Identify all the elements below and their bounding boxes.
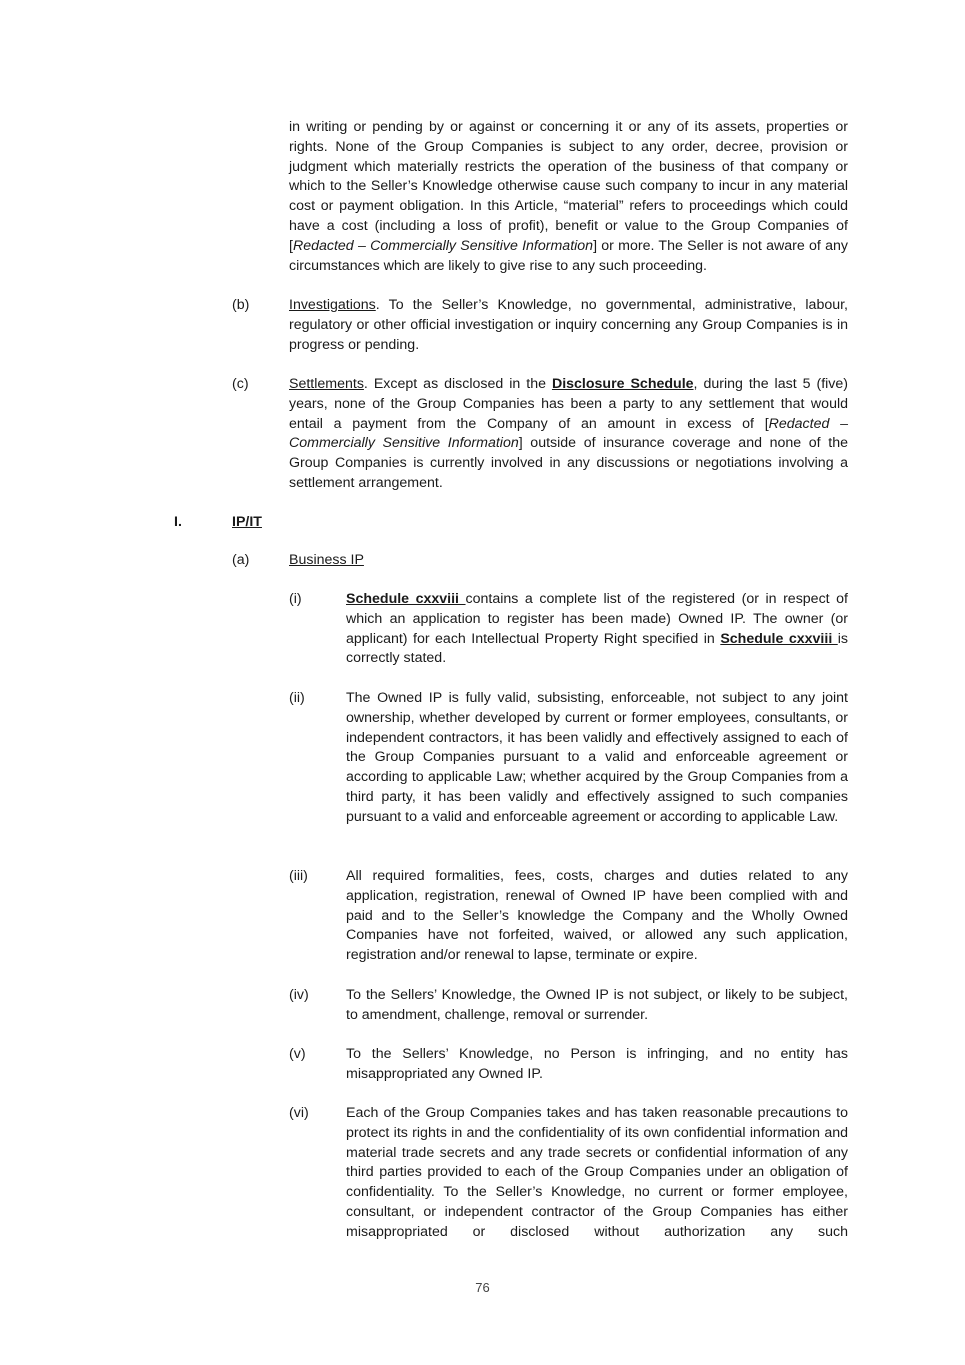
page-number: 76 xyxy=(475,1280,490,1295)
clause-a-title: Business IP xyxy=(289,552,364,568)
redacted-text: Redacted – Commercially Sensitive Information xyxy=(289,415,848,452)
continuation-paragraph xyxy=(289,118,848,276)
continuation-text-1: in writing or pending by or against or concerning it or any of its assets, properties or rights. None of the Group Companies is subject to any order, decree, provision or judgment which materially restricts the operation of the business of that company or which to the Seller’s Knowledge otherwise cause such company to incur in any material cost or payment obligation. In this Article, “material” refers to proceedings which could have a cost (including a loss of profit), benefit or value to the Group Companies of [ xyxy=(289,119,848,254)
item-i-text-1: contains a complete list of the registered (or in respect of which an application to register has been made) Owned IP. The owner (or applicant) for each Intellectual Property Right specified in xyxy=(346,591,848,647)
item-iv-label: (iv) xyxy=(289,987,309,1003)
item-iii-label: (iii) xyxy=(289,868,308,884)
clause-c-label: (c) xyxy=(232,376,249,392)
clause-c-text-3: ] outside of insurance coverage and none of the Group Companies is currently involved in any discussions or negotiations involving a settlement arrangement. xyxy=(289,435,848,491)
item-iv-paragraph: To the Sellers’ Knowledge, the Owned IP is not subject, or likely to be subject, to amendment, challenge, removal or surrender. xyxy=(346,987,848,1023)
schedule-ref-1: Schedule cxxviii xyxy=(346,591,466,607)
continuation-text-2: ] or more. The Seller is not aware of any circumstances which are likely to give rise to any such proceeding. xyxy=(289,237,849,274)
disclosure-schedule-ref: Disclosure Schedule xyxy=(551,376,694,392)
clause-c-heading: Settlements xyxy=(289,376,364,392)
section-i-title: IP/IT xyxy=(232,514,262,530)
clause-b-heading: Investigations xyxy=(289,297,376,313)
clause-a-label: (a) xyxy=(232,552,250,568)
schedule-ref-2: Schedule cxxviii xyxy=(720,630,838,647)
item-vi-paragraph: Each of the Group Companies takes and has taken reasonable precautions to protect its rights in and the confidentiality of its own confidential information and material trade secrets and any trade secrets or confidential information of any third parties provided to each of the Group Companies under an obligation of confidentiality. To the Seller’s Knowledge, no current or former employee, consultant, or independent contractor of the Group Companies has either misappropriated or disclosed without authorization any such xyxy=(346,1105,848,1240)
item-v-label: (v) xyxy=(289,1046,306,1062)
section-i-label: I. xyxy=(174,514,182,530)
clause-c-text-2: , during the last 5 (five) years, none of the Group Companies has been a party to any settlement that would entail a payment from the Company of an amount in excess of [ xyxy=(289,376,848,432)
clause-c-text-1: . Except as disclosed in the xyxy=(363,376,552,392)
item-vi-label: (vi) xyxy=(289,1105,309,1121)
item-ii-paragraph: The Owned IP is fully valid, subsisting, enforceable, not subject to any joint ownership, whether developed by current or former employees, consultants, or independent contractors, it has been validly and effectively assigned to each of the Group Companies pursuant to a valid and enforceable agreement or according to applicable Law; whether acquired by the Group Companies from a third party, it has been validly and effectively assigned to such companies pursuant to a valid and enforceable agreement or according to applicable Law. xyxy=(346,690,848,825)
item-i-label: (i) xyxy=(289,591,302,607)
clause-c-paragraph xyxy=(289,375,848,494)
item-i-paragraph xyxy=(346,590,848,669)
redacted-text: Redacted – Commercially Sensitive Information xyxy=(292,237,594,254)
item-iii-paragraph: All required formalities, fees, costs, charges and duties related to any application, registration, renewal of Owned IP have been complied with and paid and to the Seller’s knowledge the Company and the Wholly Owned Companies have not forfeited, waived, or allowed any such application, registration and/or renewal to lapse, terminate or expire. xyxy=(346,868,848,964)
item-ii-label: (ii) xyxy=(289,690,305,706)
clause-b-label: (b) xyxy=(232,297,250,313)
item-i-text-2: is correctly stated. xyxy=(346,630,848,667)
item-v-paragraph: To the Sellers’ Knowledge, no Person is infringing, and no entity has misappropriated any Owned IP. xyxy=(346,1046,848,1082)
clause-b-text: . To the Seller’s Knowledge, no governmental, administrative, labour, regulatory or other official investigation or inquiry concerning any Group Companies is in progress or pending. xyxy=(289,297,848,353)
clause-b-paragraph xyxy=(289,296,848,355)
